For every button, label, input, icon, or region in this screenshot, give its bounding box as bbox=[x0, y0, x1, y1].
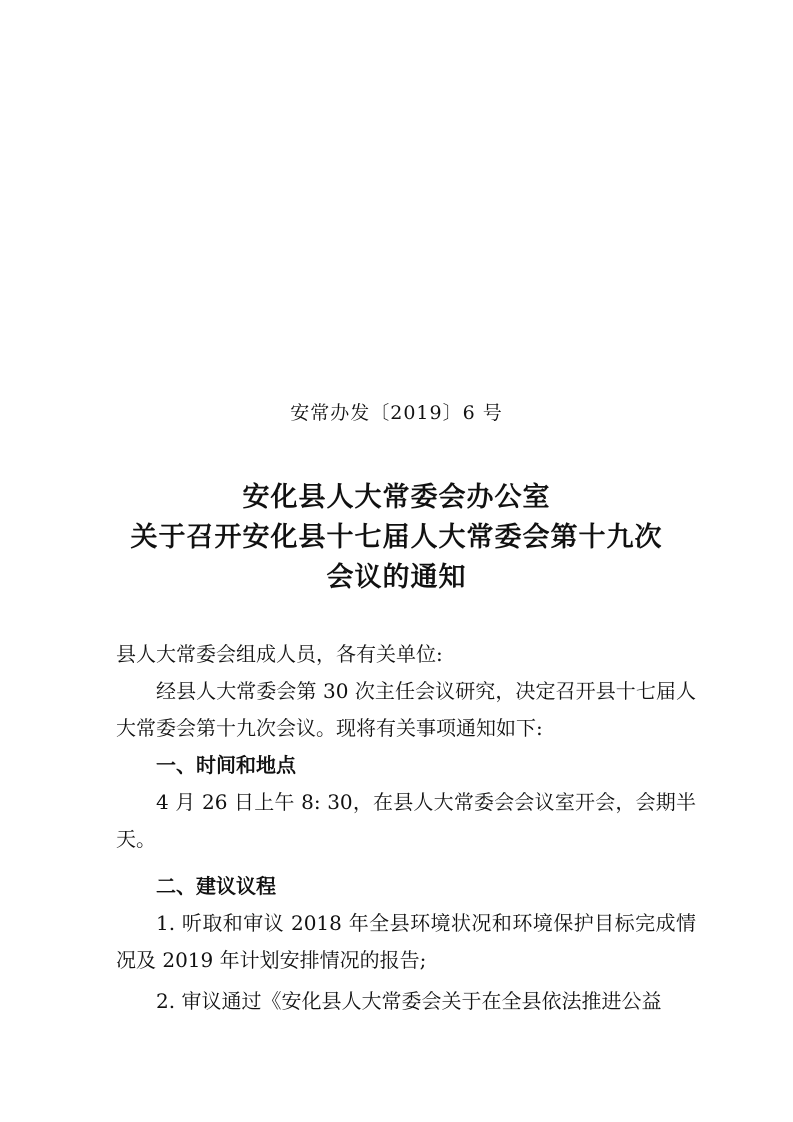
section-heading-time-place: 一、时间和地点 bbox=[156, 753, 296, 777]
agenda-item-1: 1. 听取和审议 2018 年全县环境状况和环境保护目标完成情况及 2019 年计划安排情况的报告; bbox=[116, 911, 696, 972]
title-line-1: 安化县人大常委会办公室 bbox=[242, 482, 551, 513]
agenda-item-2: 2. 审议通过《安化县人大常委会关于在全县依法推进公益 bbox=[156, 989, 662, 1013]
document-number: 安常办发〔2019〕6 号 bbox=[290, 402, 503, 424]
section-heading-agenda: 二、建议议程 bbox=[156, 874, 276, 898]
document-title bbox=[0, 478, 793, 598]
title-line-2: 关于召开安化县十七届人大常委会第十九次 bbox=[130, 522, 663, 553]
time-place-paragraph: 4 月 26 日上午 8: 30，在县人大常委会会议室开会，会期半天。 bbox=[116, 790, 696, 851]
title-line-3: 会议的通知 bbox=[326, 562, 467, 593]
salutation: 县人大常委会组成人员，各有关单位: bbox=[116, 642, 443, 666]
intro-paragraph: 经县人大常委会第 30 次主任会议研究，决定召开县十七届人大常委会第十九次会议。现将有关事项通知如下: bbox=[116, 679, 696, 740]
document-body bbox=[116, 636, 696, 1020]
